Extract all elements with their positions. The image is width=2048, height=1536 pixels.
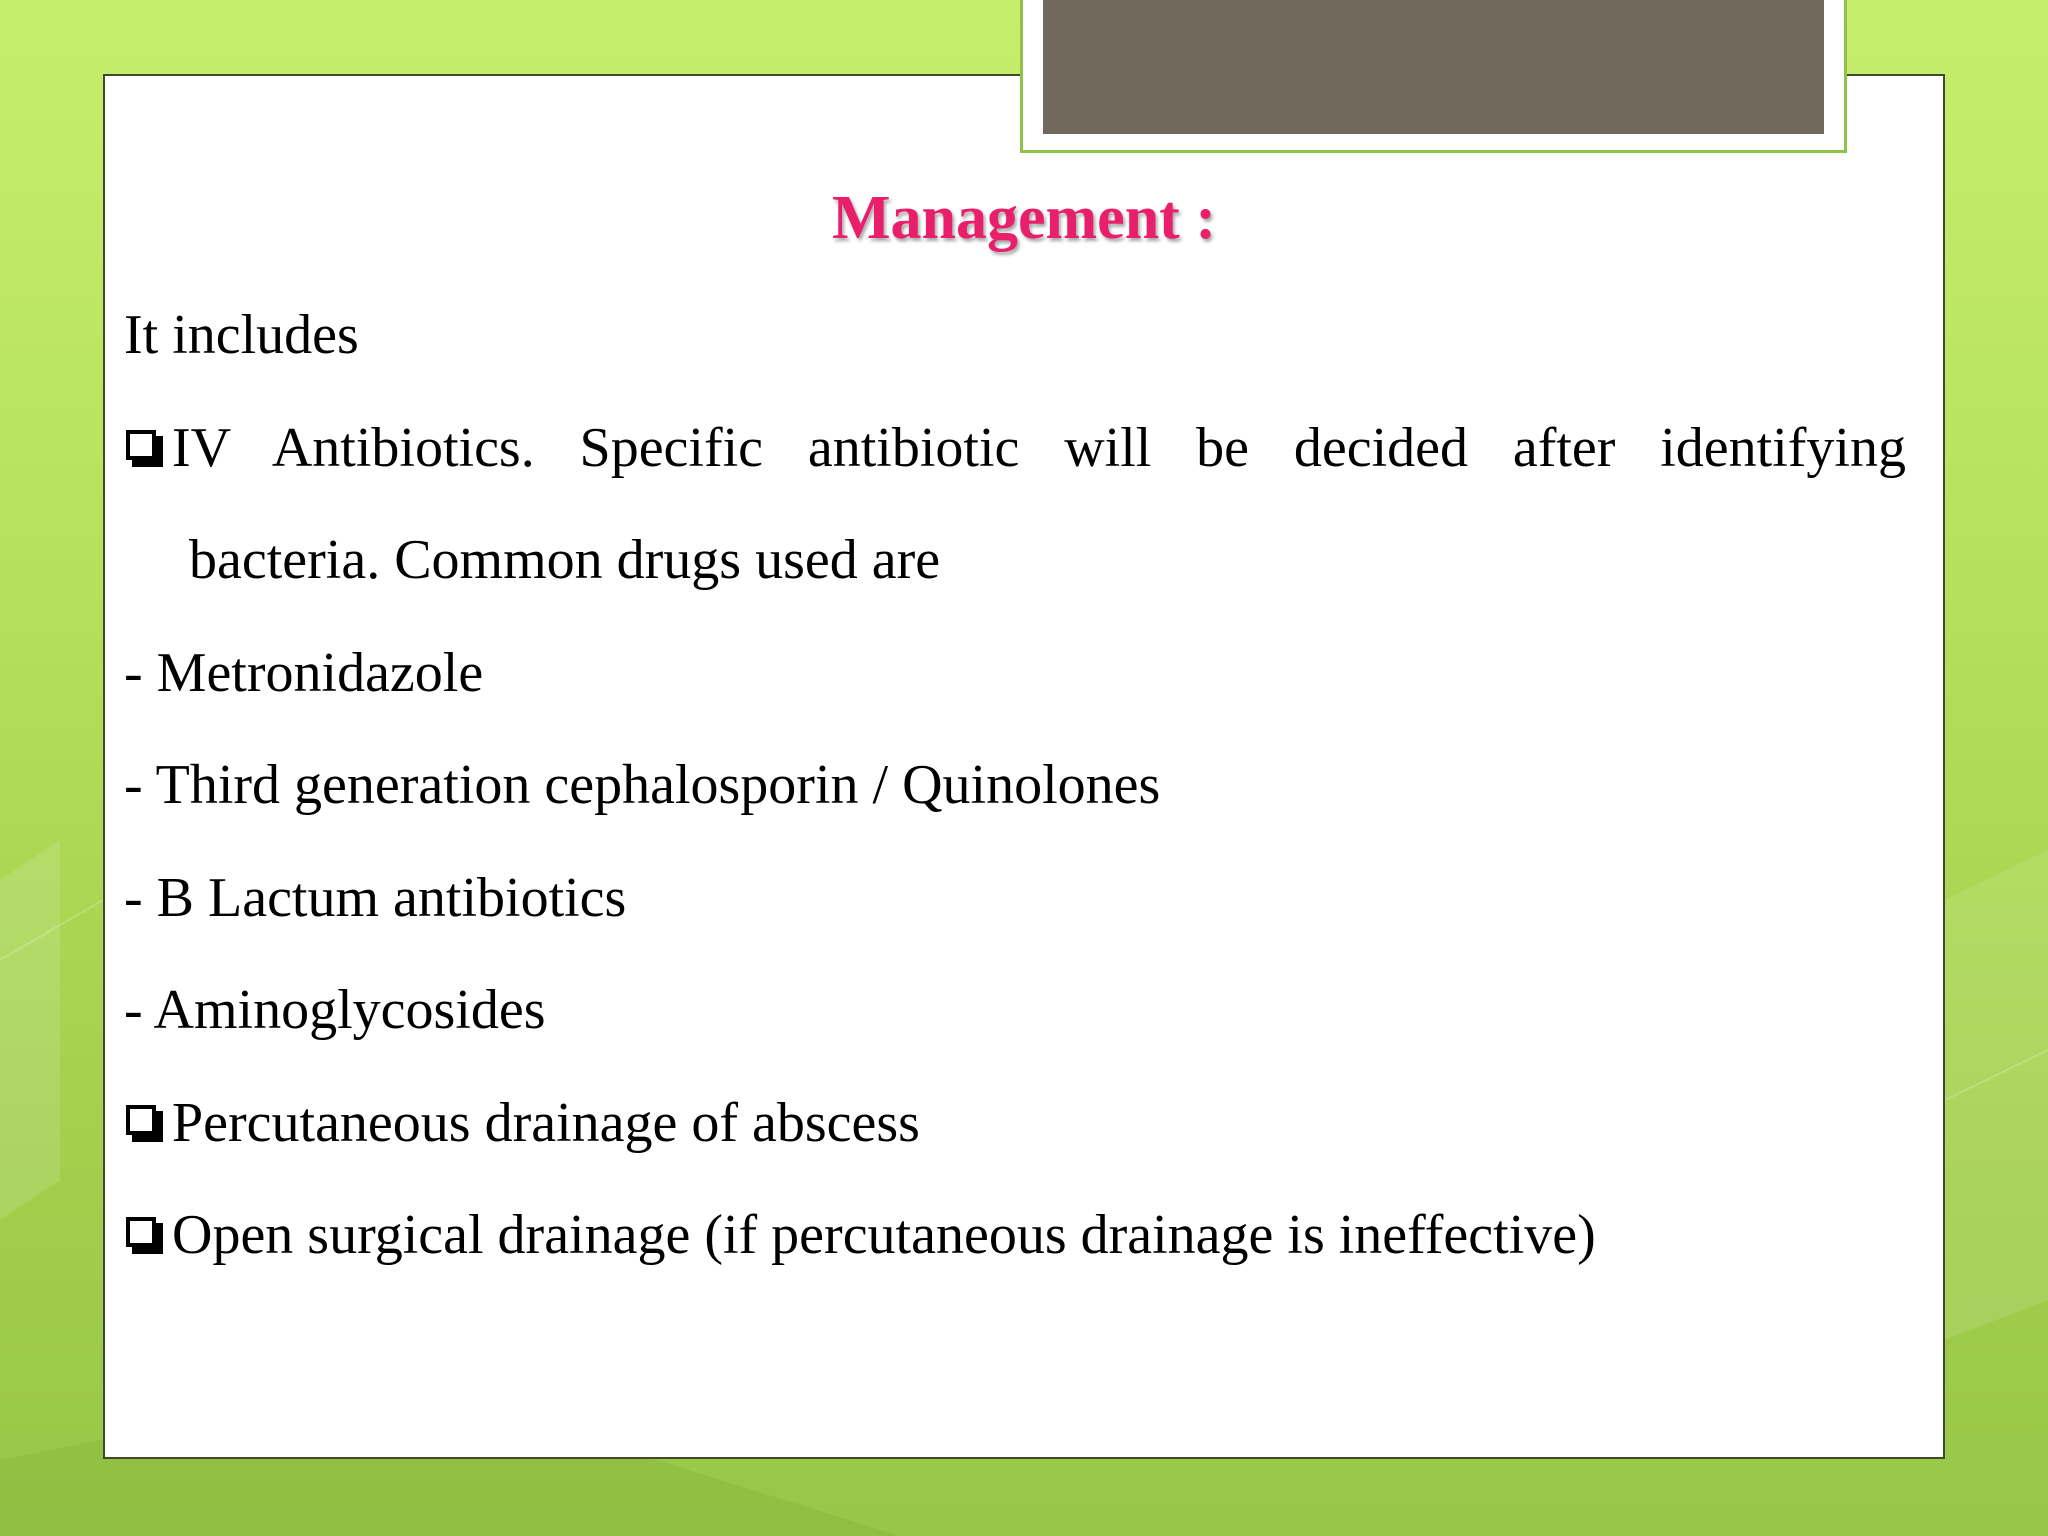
drug-item-b-lactum: - B Lactum antibiotics bbox=[124, 867, 627, 929]
drug-item-cephalosporin: - Third generation cephalosporin / Quinolones bbox=[124, 754, 1161, 816]
bullet-item-open-surgical bbox=[124, 1200, 1596, 1270]
checkbox-square-icon bbox=[124, 1103, 164, 1143]
bg-line-1 bbox=[0, 900, 103, 960]
bullet-item-percutaneous bbox=[124, 1088, 920, 1158]
title-tab-fill bbox=[1043, 0, 1824, 134]
slide-title: Management : bbox=[832, 184, 1216, 252]
bg-line-2 bbox=[1945, 1050, 2048, 1100]
intro-text: It includes bbox=[124, 304, 359, 366]
bullet-text-percutaneous: Percutaneous drainage of abscess bbox=[172, 1092, 920, 1154]
checkbox-square-icon bbox=[124, 1215, 164, 1255]
checkbox-square-icon bbox=[124, 428, 164, 468]
bullet-text-open-surgical: Open surgical drainage (if percutaneous drainage is ineffective) bbox=[172, 1204, 1596, 1266]
bullet-text-antibiotics-line-1: IV Antibiotics. Specific antibiotic will be decided after identifying bbox=[172, 417, 1906, 479]
bullet-text-antibiotics-line-2: bacteria. Common drugs used are bbox=[189, 529, 941, 591]
bg-shape-right bbox=[1945, 850, 2048, 1340]
title-tab bbox=[1020, 0, 1847, 153]
drug-item-metronidazole: - Metronidazole bbox=[124, 642, 484, 704]
bullet-item-antibiotics bbox=[124, 413, 1906, 483]
bg-shape-left bbox=[0, 840, 60, 1220]
drug-item-aminoglycosides: - Aminoglycosides bbox=[124, 979, 546, 1041]
